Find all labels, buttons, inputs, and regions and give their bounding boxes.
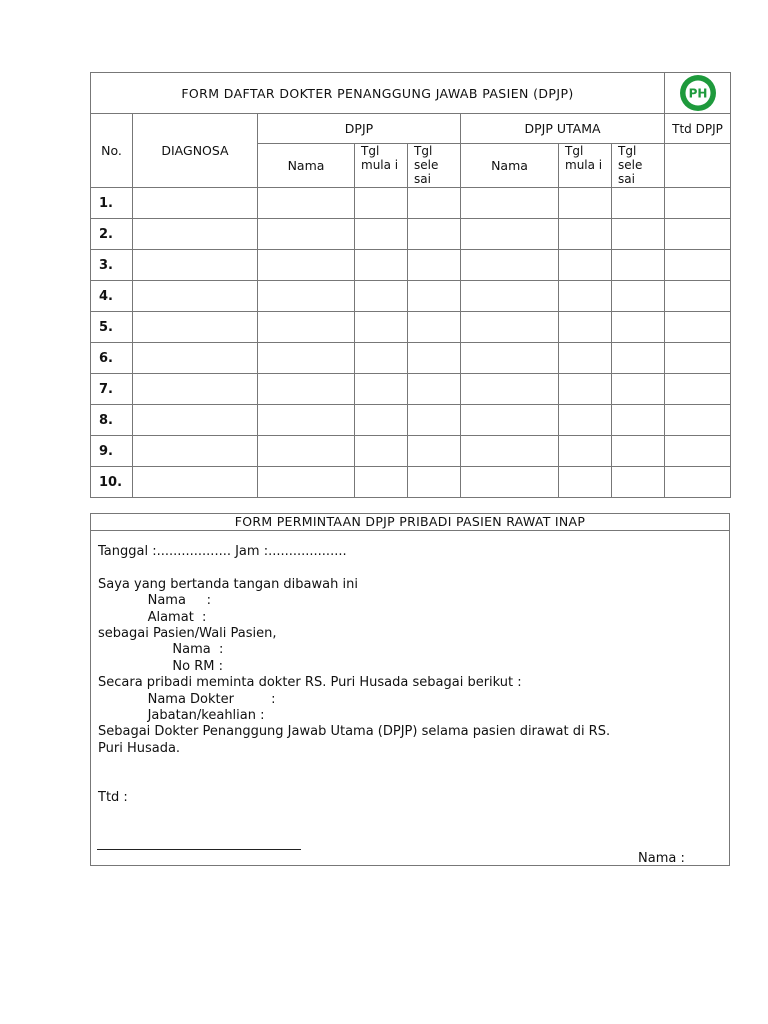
blank-cell[interactable]: [408, 219, 461, 250]
blank-cell[interactable]: [461, 343, 559, 374]
row-number: 4.: [91, 281, 133, 312]
blank-cell[interactable]: [665, 250, 731, 281]
blank-cell[interactable]: [559, 374, 612, 405]
blank-cell[interactable]: [133, 374, 258, 405]
blank-cell[interactable]: [665, 436, 731, 467]
blank-cell[interactable]: [559, 343, 612, 374]
blank-cell[interactable]: [408, 467, 461, 498]
dpjp-list-table: [90, 72, 731, 498]
header-dpjp-tgl-selesai: Tgl sele sai: [408, 144, 461, 188]
blank-cell[interactable]: [559, 281, 612, 312]
row-number: 6.: [91, 343, 133, 374]
blank-cell[interactable]: [461, 405, 559, 436]
signature-line: [97, 849, 301, 850]
blank-cell[interactable]: [461, 250, 559, 281]
blank-cell[interactable]: [408, 374, 461, 405]
blank-cell[interactable]: [612, 188, 665, 219]
blank-cell[interactable]: [461, 188, 559, 219]
row-number: 5.: [91, 312, 133, 343]
blank-cell[interactable]: [408, 188, 461, 219]
form-line: sebagai Pasien/Wali Pasien,: [98, 626, 277, 642]
blank-cell[interactable]: [258, 250, 355, 281]
blank-cell[interactable]: [408, 250, 461, 281]
blank-cell[interactable]: [559, 312, 612, 343]
blank-cell[interactable]: [612, 281, 665, 312]
form-line: Jabatan/keahlian :: [98, 708, 265, 724]
blank-cell[interactable]: [461, 219, 559, 250]
blank-cell[interactable]: [461, 467, 559, 498]
blank-cell[interactable]: [665, 281, 731, 312]
blank-cell[interactable]: [355, 250, 408, 281]
row-number: 2.: [91, 219, 133, 250]
blank-cell[interactable]: [408, 343, 461, 374]
row-number: 8.: [91, 405, 133, 436]
header-ttd-blank: [665, 144, 731, 188]
header-diagnosa: DIAGNOSA: [133, 114, 258, 188]
header-utama-tgl-mulai: Tgl mula i: [559, 144, 612, 188]
blank-cell[interactable]: [665, 374, 731, 405]
row-number: 10.: [91, 467, 133, 498]
blank-cell[interactable]: [133, 312, 258, 343]
blank-cell[interactable]: [665, 312, 731, 343]
table-row: [91, 281, 731, 312]
request-form-title: FORM PERMINTAAN DPJP PRIBADI PASIEN RAWAT INAP: [91, 514, 729, 531]
blank-cell[interactable]: [258, 281, 355, 312]
logo-cell: [665, 73, 731, 114]
form-line: Saya yang bertanda tangan dibawah ini: [98, 576, 358, 592]
form-line: Alamat :: [98, 609, 207, 625]
header-utama-nama: Nama: [461, 144, 559, 188]
blank-cell[interactable]: [612, 374, 665, 405]
blank-cell[interactable]: [665, 405, 731, 436]
blank-cell[interactable]: [133, 467, 258, 498]
blank-cell[interactable]: [133, 219, 258, 250]
form-line: Puri Husada.: [98, 740, 181, 756]
blank-cell[interactable]: [258, 343, 355, 374]
blank-line: [98, 560, 610, 576]
blank-cell[interactable]: [665, 188, 731, 219]
blank-cell[interactable]: [408, 312, 461, 343]
blank-cell[interactable]: [461, 281, 559, 312]
blank-cell[interactable]: [461, 436, 559, 467]
blank-cell[interactable]: [559, 250, 612, 281]
table-row: [91, 250, 731, 281]
blank-cell[interactable]: [612, 436, 665, 467]
row-number: 3.: [91, 250, 133, 281]
blank-cell[interactable]: [559, 405, 612, 436]
blank-cell[interactable]: [258, 374, 355, 405]
blank-cell[interactable]: [355, 405, 408, 436]
blank-cell[interactable]: [559, 188, 612, 219]
blank-cell[interactable]: [559, 219, 612, 250]
form-line: Nama Dokter :: [98, 691, 276, 707]
blank-cell[interactable]: [355, 436, 408, 467]
header-dpjp-nama: Nama: [258, 144, 355, 188]
table-row: [91, 467, 731, 498]
blank-cell[interactable]: [408, 405, 461, 436]
blank-cell[interactable]: [461, 374, 559, 405]
table-row: [91, 312, 731, 343]
header-ttd-dpjp: Ttd DPJP: [665, 114, 731, 144]
request-form-body: [98, 544, 610, 806]
form-line: Nama :: [98, 593, 211, 609]
blank-cell[interactable]: [612, 250, 665, 281]
form-line: Sebagai Dokter Penanggung Jawab Utama (DPJP) selama pasien dirawat di RS.: [98, 724, 611, 740]
form-line: No RM :: [98, 658, 223, 674]
table-row: [91, 436, 731, 467]
blank-cell[interactable]: [665, 219, 731, 250]
form-line: Ttd :: [98, 790, 128, 806]
blank-cell[interactable]: [355, 374, 408, 405]
blank-cell[interactable]: [559, 436, 612, 467]
blank-cell[interactable]: [133, 343, 258, 374]
table-row: [91, 374, 731, 405]
row-number: 9.: [91, 436, 133, 467]
blank-cell[interactable]: [133, 436, 258, 467]
blank-cell[interactable]: [355, 219, 408, 250]
blank-line: [98, 757, 610, 773]
blank-cell[interactable]: [258, 312, 355, 343]
blank-cell[interactable]: [408, 436, 461, 467]
blank-cell[interactable]: [355, 281, 408, 312]
blank-cell[interactable]: [612, 312, 665, 343]
row-number: 7.: [91, 374, 133, 405]
hospital-logo-icon: [678, 73, 718, 113]
blank-cell[interactable]: [258, 436, 355, 467]
blank-cell[interactable]: [258, 467, 355, 498]
blank-cell[interactable]: [258, 188, 355, 219]
header-dpjp-tgl-mulai: Tgl mula i: [355, 144, 408, 188]
blank-cell[interactable]: [559, 467, 612, 498]
table-row: [91, 188, 731, 219]
logo-text: PH: [688, 86, 707, 101]
blank-cell[interactable]: [133, 188, 258, 219]
blank-cell[interactable]: [612, 467, 665, 498]
form-title: FORM DAFTAR DOKTER PENANGGUNG JAWAB PASIEN (DPJP): [91, 73, 665, 114]
blank-cell[interactable]: [665, 343, 731, 374]
header-utama-tgl-selesai: Tgl sele sai: [612, 144, 665, 188]
table-row: [91, 343, 731, 374]
form-line: Tanggal :.................. Jam :...................: [98, 544, 347, 559]
form-line: Secara pribadi meminta dokter RS. Puri Husada sebagai berikut :: [98, 675, 522, 691]
blank-cell[interactable]: [355, 467, 408, 498]
form-line: Nama :: [98, 642, 224, 658]
header-dpjp: DPJP: [258, 114, 461, 144]
table-row: [91, 405, 731, 436]
header-no: No.: [91, 114, 133, 188]
signature-name-label: Nama :: [638, 851, 685, 866]
blank-cell[interactable]: [258, 405, 355, 436]
blank-cell[interactable]: [612, 405, 665, 436]
blank-line: [98, 774, 610, 790]
dpjp-request-form: [90, 513, 730, 866]
blank-cell[interactable]: [258, 219, 355, 250]
blank-cell[interactable]: [133, 405, 258, 436]
header-dpjp-utama: DPJP UTAMA: [461, 114, 665, 144]
blank-cell[interactable]: [355, 343, 408, 374]
blank-cell[interactable]: [133, 281, 258, 312]
blank-cell[interactable]: [612, 343, 665, 374]
blank-cell[interactable]: [665, 467, 731, 498]
blank-cell[interactable]: [461, 312, 559, 343]
blank-cell[interactable]: [408, 281, 461, 312]
blank-cell[interactable]: [355, 312, 408, 343]
blank-cell[interactable]: [355, 188, 408, 219]
blank-cell[interactable]: [612, 219, 665, 250]
blank-cell[interactable]: [133, 250, 258, 281]
table-row: [91, 219, 731, 250]
row-number: 1.: [91, 188, 133, 219]
